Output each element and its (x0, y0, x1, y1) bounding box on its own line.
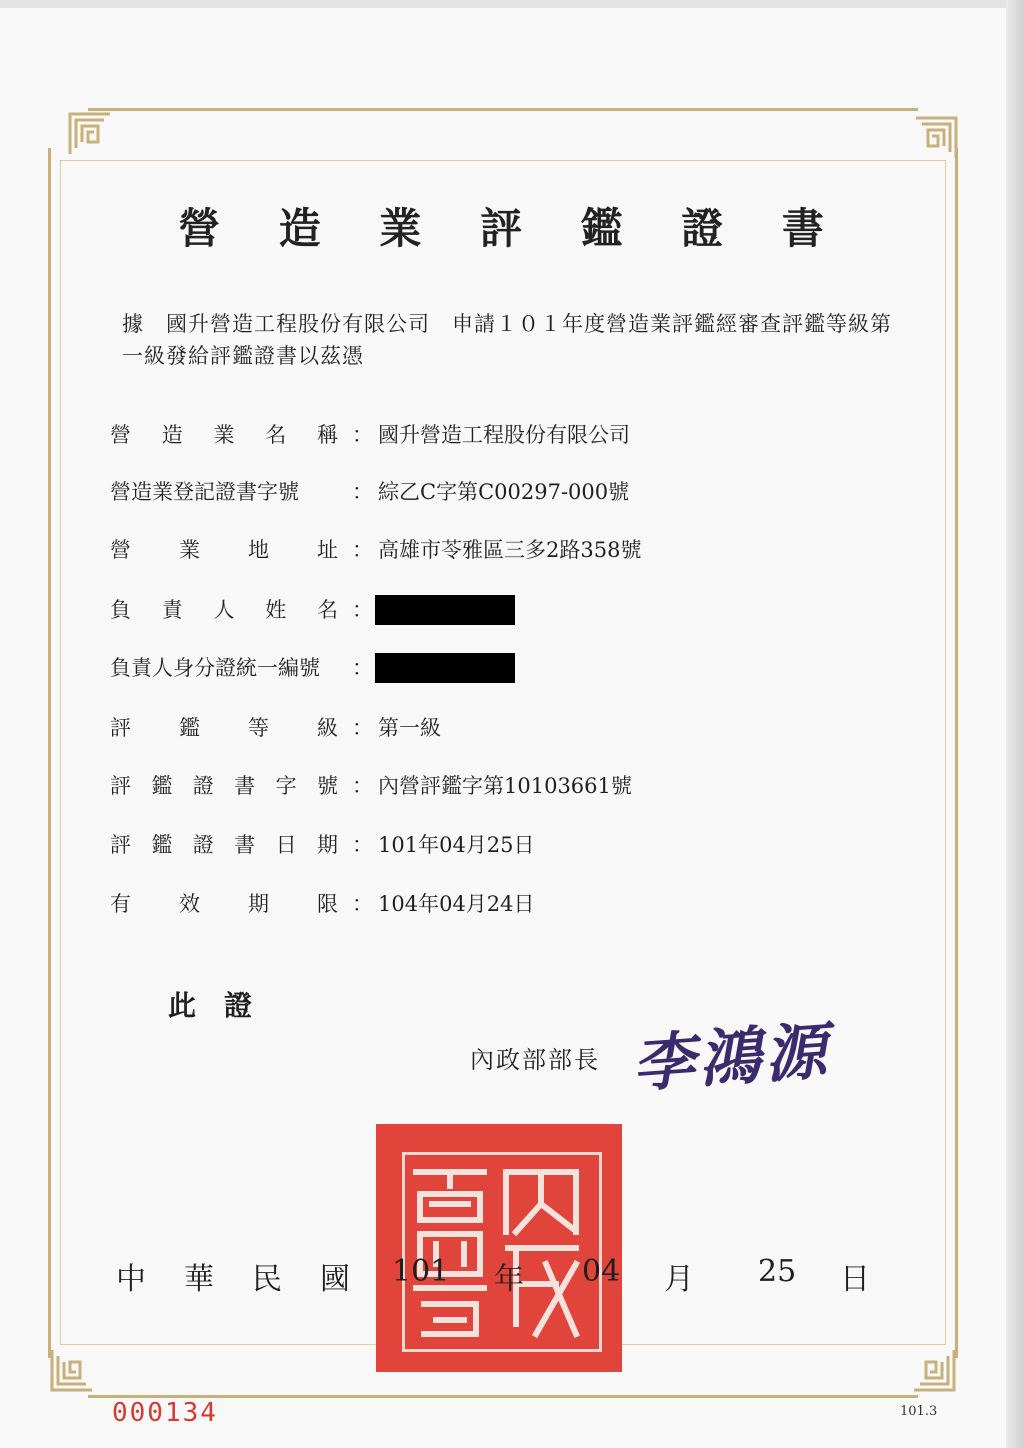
label-char: 評 (110, 716, 131, 740)
label-char: 稱 (317, 423, 338, 447)
certify-text: 此證 (168, 989, 281, 1022)
label-char: 業 (152, 480, 173, 504)
corner-ornament-icon (910, 1346, 958, 1394)
corner-ornament-icon (66, 110, 114, 158)
label-char: 鑑 (179, 716, 200, 740)
label-char: 書 (234, 774, 256, 798)
field-value: 內營評鑑字第10103661號 (378, 774, 632, 798)
field-colon: ： (352, 774, 373, 798)
label-char: 號 (299, 656, 320, 680)
field-value: 國升營造工程股份有限公司 (378, 423, 630, 447)
minister-signature: 李鴻源 (630, 1014, 833, 1101)
field-label (110, 827, 338, 863)
field-value: 高雄市苓雅區三多2路358號 (378, 538, 642, 562)
label-char: 記 (194, 480, 215, 504)
label-char: 號 (316, 774, 338, 798)
field-colon: ： (352, 833, 373, 857)
serial-number: 000134 (112, 1398, 218, 1428)
label-char: 期 (248, 892, 269, 916)
field-value: 101年04月25日 (378, 833, 535, 857)
label-char: 等 (248, 716, 269, 740)
label-char: 效 (179, 892, 200, 916)
label-char: 級 (317, 716, 338, 740)
date-month: 04 (582, 1254, 621, 1289)
label-char: 址 (317, 538, 338, 562)
label-char: 日 (275, 833, 297, 857)
field-label (110, 710, 338, 746)
label-char: 限 (317, 892, 338, 916)
label-char: 身 (173, 656, 194, 680)
label-char: 評 (110, 774, 131, 798)
date-year: 101 (392, 1254, 450, 1289)
official-seal-icon (376, 1124, 622, 1372)
label-char: 統 (236, 656, 257, 680)
label-char: 名 (317, 598, 338, 622)
field-responsible-person (110, 592, 910, 628)
field-company-name (110, 417, 910, 453)
field-label (110, 886, 338, 922)
label-char: 負 (110, 656, 131, 680)
label-char: 責 (131, 656, 152, 680)
field-label (110, 417, 338, 453)
date-day: 25 (758, 1254, 797, 1289)
field-label (110, 532, 338, 568)
label-char: 編 (278, 656, 299, 680)
corner-ornament-icon (912, 114, 960, 162)
field-certificate-date (110, 827, 910, 863)
corner-ornament-icon (48, 1346, 96, 1394)
label-char: 營 (110, 480, 131, 504)
label-char: 證 (192, 774, 214, 798)
field-colon: ： (352, 656, 373, 680)
label-char: 字 (257, 480, 278, 504)
label-char: 一 (257, 656, 278, 680)
field-colon: ： (352, 538, 373, 562)
label-char: 證 (215, 656, 236, 680)
field-colon: ： (352, 716, 373, 740)
label-char: 造 (131, 480, 152, 504)
intro-paragraph: 據 國升營造工程股份有限公司 申請１０１年度營造業評鑑經審查評鑑等級第一級發給評鑑證書以茲憑 (122, 312, 892, 368)
date-year-unit: 年 (494, 1262, 524, 1297)
field-label (110, 592, 338, 628)
label-char: 證 (192, 833, 214, 857)
field-label (110, 768, 338, 804)
field-rating-level (110, 710, 910, 746)
field-colon: ： (352, 480, 373, 504)
label-char: 字 (275, 774, 297, 798)
field-value: 綜乙C字第C00297-000號 (378, 480, 630, 504)
label-char: 名 (265, 423, 287, 447)
field-label (110, 474, 338, 510)
label-char: 期 (316, 833, 338, 857)
field-registration-number (110, 474, 910, 510)
label-char: 登 (173, 480, 194, 504)
field-value: 104年04月24日 (378, 892, 535, 916)
field-responsible-id (110, 650, 910, 686)
date-day-unit: 日 (840, 1262, 870, 1297)
label-char: 營 (110, 538, 131, 562)
field-valid-until (110, 886, 910, 922)
field-colon: ： (352, 423, 373, 447)
redaction-bar (375, 653, 515, 683)
label-char: 業 (179, 538, 200, 562)
date-month-unit: 月 (664, 1262, 694, 1297)
label-char: 有 (110, 892, 131, 916)
field-label (110, 650, 338, 686)
date-country-char: 民 (252, 1262, 282, 1297)
redaction-bar (375, 595, 515, 625)
field-colon: ： (352, 598, 373, 622)
label-char: 評 (110, 833, 131, 857)
field-colon: ： (352, 892, 373, 916)
field-certificate-number (110, 768, 910, 804)
label-char: 造 (161, 423, 183, 447)
label-char: 責 (161, 598, 183, 622)
label-char: 負 (110, 598, 131, 622)
minister-title: 內政部部長 (470, 1046, 600, 1074)
date-country-char: 華 (184, 1262, 214, 1297)
label-char: 人 (213, 598, 235, 622)
date-country-char: 國 (320, 1262, 350, 1297)
date-country-char: 中 (116, 1262, 146, 1297)
label-char: 分 (194, 656, 215, 680)
label-char: 鑑 (151, 833, 173, 857)
label-char: 號 (278, 480, 299, 504)
label-char: 業 (213, 423, 235, 447)
label-char: 書 (236, 480, 257, 504)
issue-date-row (116, 1254, 896, 1298)
label-char: 人 (152, 656, 173, 680)
field-value: 第一級 (378, 716, 441, 740)
label-char: 鑑 (151, 774, 173, 798)
label-char: 書 (234, 833, 256, 857)
form-code: 101.3 (900, 1404, 938, 1419)
label-char: 地 (248, 538, 269, 562)
label-char: 姓 (265, 598, 287, 622)
field-business-address (110, 532, 910, 568)
label-char: 證 (215, 480, 236, 504)
document-title: 營 造 業 評 鑑 證 書 (178, 204, 846, 253)
label-char: 營 (110, 423, 131, 447)
scan-top-edge (0, 0, 1024, 8)
